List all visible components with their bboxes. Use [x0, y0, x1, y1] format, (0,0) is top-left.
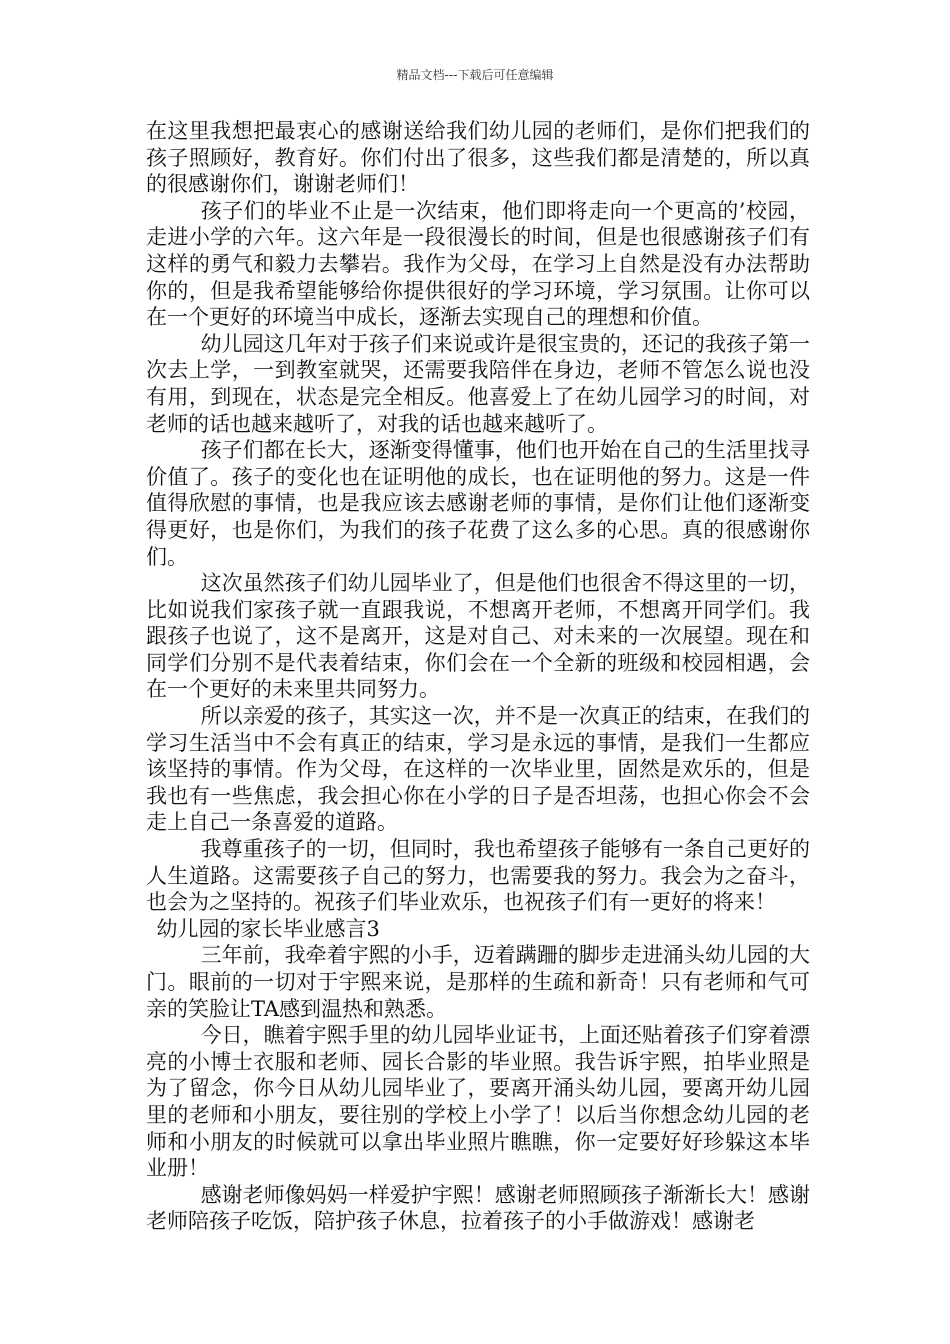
- paragraph: 今日，瞧着宇熙手里的幼儿园毕业证书，上面还贴着孩子们穿着漂亮的小博士衣服和老师、园长合影的毕业照。我告诉宇熙，拍毕业照是为了留念，你今日从幼儿园毕业了，要离开涌头幼儿园，要离开幼儿园里的老师和小朋友，要往别的学校上小学了！以后当你想念幼儿园的老师和小朋友的时候就可以拿出毕业照片瞧瞧，你一定要好好珍躲这本毕业册！: [146, 1023, 810, 1181]
- paragraph: 我尊重孩子的一切，但同时，我也希望孩子能够有一条自己更好的人生道路。这需要孩子自己的努力，也需要我的努力。我会为之奋斗，也会为之坚持的。祝孩子们毕业欢乐，也祝孩子们有一更好的将来！: [146, 837, 810, 915]
- paragraph: 在这里我想把最衷心的感谢送给我们幼儿园的老师们，是你们把我们的孩子照顾好，教育好。你们付出了很多，这些我们都是清楚的，所以真的很感谢你们，谢谢老师们！: [146, 119, 810, 197]
- paragraph: 这次虽然孩子们幼儿园毕业了，但是他们也很舍不得这里的一切，比如说我们家孩子就一直跟我说，不想离开老师，不想离开同学们。我跟孩子也说了，这不是离开，这是对自己、对未来的一次展望。现在和同学们分别不是代表着结束，你们会在一个全新的班级和校园相遇，会在一个更好的未来里共同努力。: [146, 571, 810, 702]
- paragraph: 所以亲爱的孩子，其实这一次，并不是一次真正的结束，在我们的学习生活当中不会有真正的结束，学习是永远的事情，是我们一生都应该坚持的事情。作为父母，在这样的一次毕业里，固然是欢乐的，但是我也有一些焦虑，我会担心你在小学的日子是否坦荡，也担心你会不会走上自己一条喜爱的道路。: [146, 704, 810, 835]
- paragraph: 感谢老师像妈妈一样爱护宇熙！感谢老师照顾孩子渐渐长大！感谢老师陪孩子吃饭，陪护孩子休息，拉着孩子的小手做游戏！感谢老: [146, 1182, 810, 1234]
- document-body: [146, 118, 810, 1235]
- paragraph: 孩子们都在长大，逐渐变得懂事，他们也开始在自己的生活里找寻价值了。孩子的变化也在证明他的成长，也在证明他的努力。这是一件值得欣慰的事情，也是我应该去感谢老师的事情，是你们让他们逐渐变得更好，也是你们，为我们的孩子花费了这么多的心思。真的很感谢你们。: [146, 438, 810, 569]
- paragraph: 孩子们的毕业不止是一次结束，他们即将走向一个更高的’校园，走进小学的六年。这六年是一段很漫长的时间，但是也很感谢孩子们有这样的勇气和毅力去攀岩。我作为父母，在学习上自然是没有办法帮助你的，但是我希望能够给你提供很好的学习环境，学习氛围。让你可以在一个更好的环境当中成长，逐渐去实现自己的理想和价值。: [146, 198, 810, 330]
- paragraph: 幼儿园这几年对于孩子们来说或许是很宝贵的，还记的我孩子第一次去上学，一到教室就哭，还需要我陪伴在身边，老师不管怎么说也没有用，到现在，状态是完全相反。他喜爱上了在幼儿园学习的时间，对老师的话也越来越听了，对我的话也越来越听了。: [146, 331, 810, 436]
- section-heading: 幼儿园的家长毕业感言3: [156, 916, 380, 941]
- page-header: 精品文档---下载后可任意编辑: [396, 68, 554, 82]
- paragraph: 三年前，我牵着宇熙的小手，迈着蹒跚的脚步走进涌头幼儿园的大门。眼前的一切对于宇熙来说，是那样的生疏和新奇！只有老师和气可亲的笑脸让TA感到温热和熟悉。: [146, 943, 810, 1021]
